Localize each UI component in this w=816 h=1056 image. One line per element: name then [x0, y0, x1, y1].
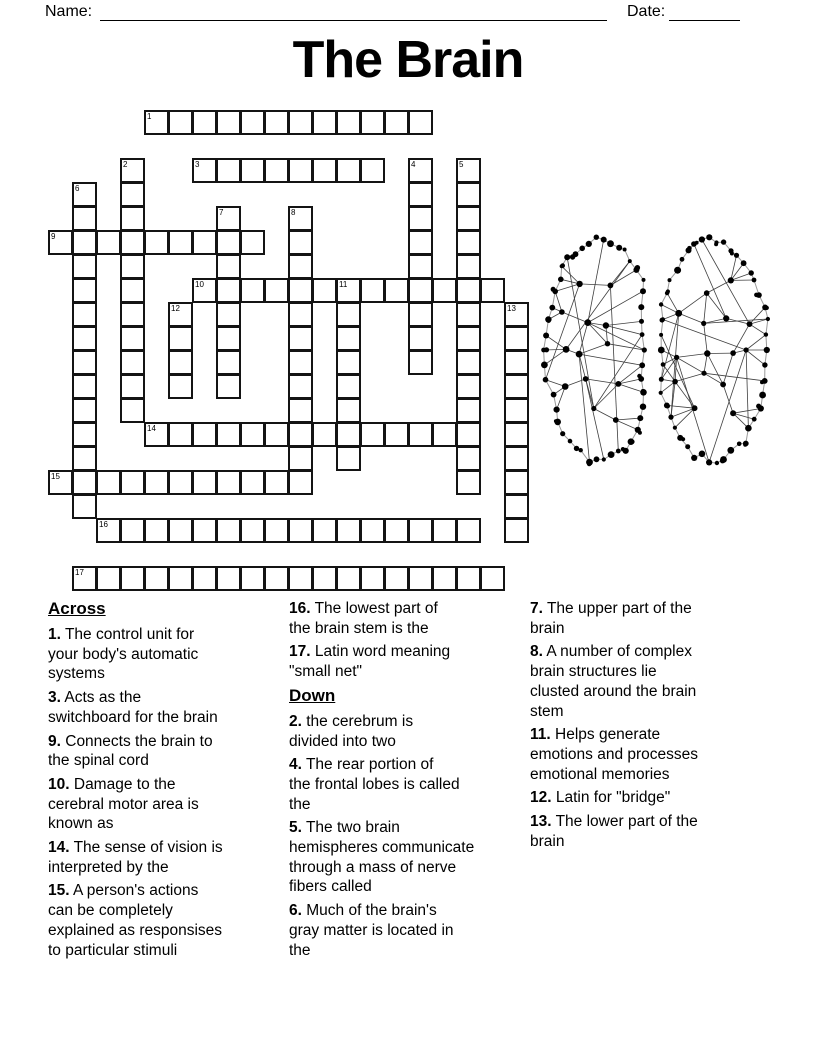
clue-across-10: 10. Damage to the cerebral motor area is known as: [48, 775, 199, 833]
clue-number: 5.: [289, 819, 302, 837]
grid-cell[interactable]: [144, 566, 169, 591]
grid-cell[interactable]: [456, 398, 481, 423]
grid-cell[interactable]: [216, 518, 241, 543]
grid-clue-number: 1: [147, 112, 152, 121]
grid-cell[interactable]: [216, 158, 241, 183]
grid-cell[interactable]: [264, 110, 289, 135]
page-title: The Brain: [292, 31, 524, 89]
grid-cell[interactable]: [72, 278, 97, 303]
grid-cell[interactable]: [288, 230, 313, 255]
grid-cell[interactable]: [192, 518, 217, 543]
grid-cell[interactable]: [216, 422, 241, 447]
grid-cell[interactable]: [456, 374, 481, 399]
grid-cell[interactable]: [408, 278, 433, 303]
grid-cell[interactable]: [168, 350, 193, 375]
grid-clue-number: 4: [411, 160, 416, 169]
grid-cell[interactable]: [120, 254, 145, 279]
grid-cell[interactable]: [72, 374, 97, 399]
grid-cell[interactable]: [120, 230, 145, 255]
grid-cell[interactable]: [336, 566, 361, 591]
grid-cell[interactable]: [72, 302, 97, 327]
grid-cell[interactable]: [216, 278, 241, 303]
grid-cell[interactable]: [240, 566, 265, 591]
grid-cell[interactable]: [168, 110, 193, 135]
clue-across-17: 17. Latin word meaning "small net": [289, 643, 451, 681]
clue-across-15: 15. A person's actions can be completely explained as responsises to particular stimuli: [48, 882, 223, 959]
grid-clue-number: 5: [459, 160, 464, 169]
grid-cell[interactable]: [192, 566, 217, 591]
grid-cell[interactable]: [216, 230, 241, 255]
grid-cell[interactable]: [72, 470, 97, 495]
grid-cell[interactable]: [120, 326, 145, 351]
grid-cell[interactable]: [120, 302, 145, 327]
grid-cell[interactable]: [216, 350, 241, 375]
clue-number: 10.: [48, 775, 70, 793]
clue-down-6: 6. Much of the brain's gray matter is located in the: [289, 902, 454, 959]
grid-cell[interactable]: [168, 230, 193, 255]
grid-cell[interactable]: [432, 518, 457, 543]
grid-cell[interactable]: [504, 446, 529, 471]
grid-cell[interactable]: [288, 422, 313, 447]
grid-cell[interactable]: [336, 326, 361, 351]
grid-cell[interactable]: [72, 350, 97, 375]
grid-cell[interactable]: [192, 470, 217, 495]
clue-down-2: 2. the cerebrum is divided into two: [289, 712, 414, 750]
clue-number: 7.: [530, 600, 543, 617]
grid-cell[interactable]: [312, 278, 337, 303]
grid-cell[interactable]: [360, 278, 385, 303]
grid-clue-number: 10: [195, 280, 204, 289]
clue-number: 14.: [48, 839, 70, 857]
grid-cell[interactable]: [144, 230, 169, 255]
grid-cell[interactable]: [456, 254, 481, 279]
grid-cell[interactable]: [384, 110, 409, 135]
clue-number: 11.: [530, 726, 551, 744]
grid-cell[interactable]: [96, 230, 121, 255]
grid-clue-number: 16: [99, 520, 108, 529]
grid-cell[interactable]: [504, 326, 529, 351]
date-label: Date:: [627, 3, 666, 20]
grid-cell[interactable]: [264, 566, 289, 591]
clue-down-13: 13. The lower part of the brain: [530, 813, 698, 850]
grid-cell[interactable]: [120, 206, 145, 231]
clue-number: 4.: [289, 756, 302, 774]
grid-clue-number: 15: [51, 472, 60, 481]
grid-cell[interactable]: [288, 278, 313, 303]
grid-cell[interactable]: [504, 374, 529, 399]
grid-cell[interactable]: [360, 518, 385, 543]
grid-cell[interactable]: [336, 158, 361, 183]
clue-number: 2.: [289, 712, 302, 730]
grid-cell[interactable]: [288, 470, 313, 495]
grid-cell[interactable]: [456, 518, 481, 543]
grid-cell[interactable]: [264, 518, 289, 543]
grid-cell[interactable]: [240, 110, 265, 135]
grid-clue-number: 3: [195, 160, 200, 169]
grid-cell[interactable]: [120, 398, 145, 423]
grid-cell[interactable]: [384, 566, 409, 591]
grid-clue-number: 2: [123, 160, 128, 169]
grid-cell[interactable]: [288, 254, 313, 279]
grid-cell[interactable]: [216, 470, 241, 495]
grid-cell[interactable]: [312, 110, 337, 135]
grid-cell[interactable]: [456, 446, 481, 471]
grid-cell[interactable]: [360, 110, 385, 135]
grid-cell[interactable]: [264, 158, 289, 183]
grid-cell[interactable]: [288, 350, 313, 375]
grid-cell[interactable]: [336, 422, 361, 447]
grid-cell[interactable]: [240, 518, 265, 543]
grid-cell[interactable]: [72, 398, 97, 423]
grid-cell[interactable]: [456, 326, 481, 351]
grid-cell[interactable]: [72, 446, 97, 471]
grid-cell[interactable]: [432, 422, 457, 447]
grid-cell[interactable]: [288, 518, 313, 543]
grid-cell[interactable]: [144, 470, 169, 495]
clue-across-9: 9. Connects the brain to the spinal cord: [48, 732, 213, 770]
grid-cell[interactable]: [288, 326, 313, 351]
clue-number: 1.: [48, 626, 61, 643]
grid-cell[interactable]: [144, 518, 169, 543]
grid-cell[interactable]: [504, 494, 529, 519]
clue-number: 8.: [530, 643, 543, 661]
brain-network-illustration: [536, 224, 776, 474]
clue-down-8: 8. A number of complex brain structures lie clusted around the brain stem: [530, 643, 697, 720]
grid-cell[interactable]: [264, 422, 289, 447]
grid-cell[interactable]: [504, 350, 529, 375]
grid-cell[interactable]: [288, 398, 313, 423]
grid-cell[interactable]: [432, 566, 457, 591]
grid-cell[interactable]: [408, 302, 433, 327]
grid-cell[interactable]: [408, 422, 433, 447]
clue-down-12: 12. Latin for "bridge": [530, 789, 671, 807]
grid-cell[interactable]: [504, 398, 529, 423]
grid-cell[interactable]: [456, 470, 481, 495]
grid-cell[interactable]: [504, 422, 529, 447]
grid-cell[interactable]: [216, 110, 241, 135]
grid-cell[interactable]: [72, 230, 97, 255]
grid-cell[interactable]: [456, 278, 481, 303]
grid-cell[interactable]: [168, 326, 193, 351]
grid-cell[interactable]: [480, 566, 505, 591]
grid-cell[interactable]: [408, 110, 433, 135]
grid-cell[interactable]: [192, 230, 217, 255]
grid-clue-number: 17: [75, 568, 84, 577]
grid-cell[interactable]: [408, 254, 433, 279]
grid-cell[interactable]: [384, 422, 409, 447]
grid-cell[interactable]: [216, 326, 241, 351]
grid-cell[interactable]: [72, 422, 97, 447]
grid-cell[interactable]: [240, 230, 265, 255]
clue-column-1: [48, 599, 223, 964]
clue-column-2: [289, 599, 474, 964]
grid-cell[interactable]: [360, 566, 385, 591]
clue-number: 16.: [289, 600, 311, 617]
grid-cell[interactable]: [240, 422, 265, 447]
grid-cell[interactable]: [96, 470, 121, 495]
grid-clue-number: 7: [219, 208, 224, 217]
grid-cell[interactable]: [288, 566, 313, 591]
clue-number: 15.: [48, 882, 70, 900]
grid-cell[interactable]: [240, 470, 265, 495]
grid-cell[interactable]: [168, 566, 193, 591]
grid-cell[interactable]: [72, 494, 97, 519]
grid-cell[interactable]: [336, 110, 361, 135]
grid-cell[interactable]: [336, 398, 361, 423]
grid-cell[interactable]: [288, 158, 313, 183]
clue-number: 17.: [289, 643, 311, 661]
grid-cell[interactable]: [216, 566, 241, 591]
clue-across-14: 14. The sense of vision is interpreted by the: [48, 839, 223, 876]
grid-cell[interactable]: [120, 350, 145, 375]
clue-across-3: 3. Acts as the switchboard for the brain: [48, 689, 218, 726]
grid-cell[interactable]: [408, 518, 433, 543]
grid-cell[interactable]: [72, 254, 97, 279]
grid-cell[interactable]: [336, 350, 361, 375]
grid-clue-number: 8: [291, 208, 296, 217]
grid-cell[interactable]: [120, 278, 145, 303]
grid-cell[interactable]: [216, 302, 241, 327]
clue-across-16: 16. The lowest part of the brain stem is the: [289, 600, 438, 637]
grid-clue-number: 9: [51, 232, 56, 241]
clue-number: 9.: [48, 732, 61, 750]
grid-cell[interactable]: [504, 518, 529, 543]
grid-cell[interactable]: [120, 566, 145, 591]
grid-cell[interactable]: [408, 230, 433, 255]
grid-cell[interactable]: [456, 182, 481, 207]
name-input-line[interactable]: [100, 20, 607, 21]
grid-cell[interactable]: [432, 278, 457, 303]
grid-cell[interactable]: [312, 518, 337, 543]
clue-down-11: 11. Helps generate emotions and processes emotional memories: [530, 726, 699, 783]
grid-cell[interactable]: [120, 470, 145, 495]
grid-cell[interactable]: [408, 182, 433, 207]
grid-cell[interactable]: [336, 446, 361, 471]
grid-cell[interactable]: [120, 518, 145, 543]
grid-cell[interactable]: [336, 518, 361, 543]
grid-cell[interactable]: [360, 422, 385, 447]
grid-cell[interactable]: [336, 302, 361, 327]
clue-down-5: 5. The two brain hemispheres communicate through a mass of nerve fibers called: [289, 819, 475, 896]
clue-down-4: 4. The rear portion of the frontal lobes is called the: [289, 756, 460, 813]
across-heading: Across: [48, 599, 106, 618]
clue-across-1: 1. The control unit for your body's automatic systems: [48, 626, 199, 683]
clue-number: 13.: [530, 813, 552, 831]
grid-cell[interactable]: [120, 374, 145, 399]
grid-cell[interactable]: [360, 158, 385, 183]
grid-clue-number: 11: [339, 280, 348, 289]
grid-cell[interactable]: [264, 470, 289, 495]
grid-cell[interactable]: [264, 278, 289, 303]
grid-cell[interactable]: [168, 374, 193, 399]
grid-cell[interactable]: [96, 566, 121, 591]
down-heading: Down: [289, 685, 336, 705]
clue-number: 6.: [289, 902, 302, 920]
grid-cell[interactable]: [216, 374, 241, 399]
date-input-line[interactable]: [669, 20, 740, 21]
clue-column-3: [530, 599, 698, 855]
grid-cell[interactable]: [456, 206, 481, 231]
grid-cell[interactable]: [456, 422, 481, 447]
grid-cell[interactable]: [240, 158, 265, 183]
clue-number: 3.: [48, 689, 61, 707]
grid-cell[interactable]: [408, 350, 433, 375]
grid-cell[interactable]: [216, 254, 241, 279]
grid-cell[interactable]: [384, 518, 409, 543]
grid-cell[interactable]: [456, 566, 481, 591]
grid-cell[interactable]: [408, 566, 433, 591]
grid-cell[interactable]: [288, 374, 313, 399]
grid-cell[interactable]: [168, 422, 193, 447]
grid-cell[interactable]: [312, 566, 337, 591]
grid-cell[interactable]: [384, 278, 409, 303]
grid-cell[interactable]: [288, 110, 313, 135]
grid-cell[interactable]: [504, 470, 529, 495]
grid-cell[interactable]: [408, 206, 433, 231]
grid-clue-number: 6: [75, 184, 80, 193]
grid-clue-number: 12: [171, 304, 180, 313]
grid-cell[interactable]: [456, 230, 481, 255]
grid-cell[interactable]: [312, 422, 337, 447]
clue-number: 12.: [530, 789, 552, 807]
name-label: Name:: [45, 3, 93, 20]
grid-cell[interactable]: [480, 278, 505, 303]
grid-cell[interactable]: [240, 278, 265, 303]
grid-cell[interactable]: [168, 470, 193, 495]
grid-cell[interactable]: [168, 518, 193, 543]
grid-cell[interactable]: [192, 422, 217, 447]
grid-cell[interactable]: [72, 326, 97, 351]
grid-cell[interactable]: [456, 350, 481, 375]
grid-cell[interactable]: [288, 446, 313, 471]
grid-cell[interactable]: [336, 374, 361, 399]
grid-cell[interactable]: [408, 326, 433, 351]
grid-cell[interactable]: [120, 182, 145, 207]
clue-down-7: 7. The upper part of the brain: [530, 600, 692, 637]
grid-clue-number: 13: [507, 304, 516, 313]
grid-cell[interactable]: [456, 302, 481, 327]
grid-cell[interactable]: [312, 158, 337, 183]
grid-cell[interactable]: [192, 110, 217, 135]
grid-cell[interactable]: [72, 206, 97, 231]
grid-cell[interactable]: [288, 302, 313, 327]
grid-clue-number: 14: [147, 424, 156, 433]
